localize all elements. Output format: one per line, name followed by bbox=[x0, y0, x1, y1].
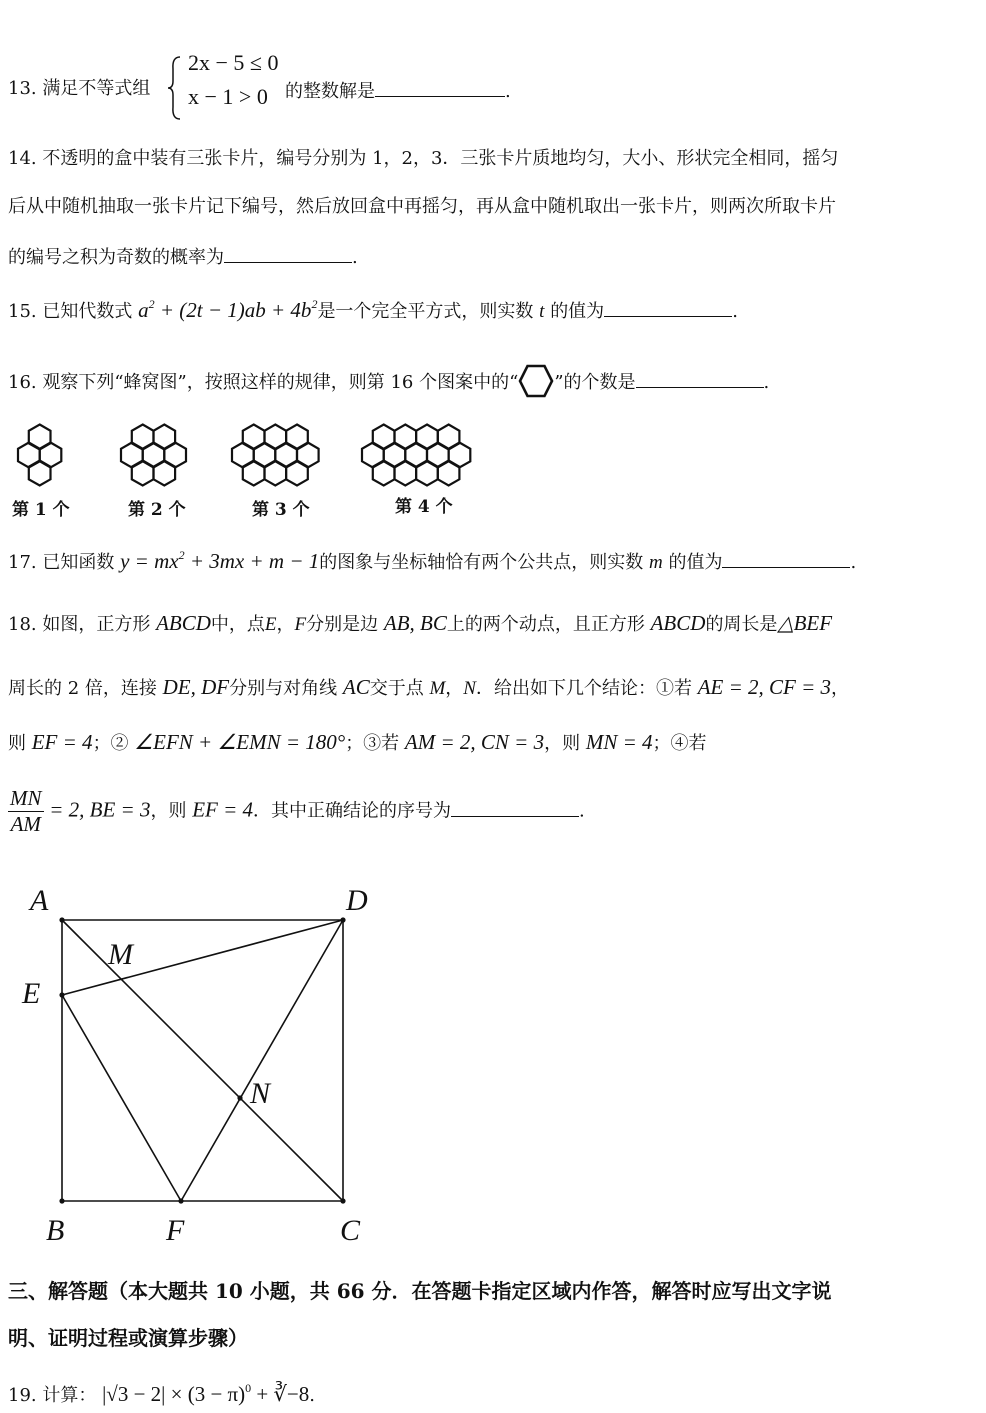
fraction-mn-over-am: $\frac{MN}{AM}$ bbox=[10, 786, 42, 837]
q19-prefix: 19. 计算： bbox=[8, 1385, 97, 1406]
q15-prefix: 15. 已知代数式 bbox=[8, 301, 133, 322]
segment-ef bbox=[62, 995, 181, 1201]
segment-de bbox=[62, 920, 343, 995]
honeycomb-cell bbox=[449, 443, 471, 468]
q14-line-3: 的编号之积为奇数的概率为 bbox=[8, 247, 224, 268]
label-n: N bbox=[250, 1077, 271, 1110]
honeycomb-cell bbox=[40, 443, 62, 468]
caption-figure-3: 第 3 个 bbox=[252, 500, 310, 520]
honeycomb-cell bbox=[232, 443, 254, 468]
honeycomb-cell bbox=[132, 425, 154, 450]
honeycomb-cell bbox=[164, 443, 186, 468]
caption-figure-2: 第 2 个 bbox=[128, 500, 186, 520]
answer-blank[interactable] bbox=[604, 300, 732, 317]
q14-line-1: 14. 不透明的盒中装有三张卡片，编号分别为 1，2，3．三张卡片质地均匀，大小、形状完全相同，摇匀 bbox=[8, 148, 839, 169]
q13-prefix: 13. 满足不等式组 bbox=[8, 78, 151, 99]
q13-suffix: 的整数解是 bbox=[285, 81, 375, 102]
inequality-2: x − 1 > 0 bbox=[188, 84, 268, 109]
section-3-line-1: 三、解答题（本大题共 10 小题，共 66 分．在答题卡指定区域内作答，解答时应写出文字说 bbox=[8, 1279, 832, 1303]
q15-suffix: 的值为 bbox=[550, 301, 605, 322]
brace-icon bbox=[166, 55, 182, 121]
honeycomb-cell bbox=[384, 443, 406, 468]
segment-df bbox=[181, 920, 343, 1201]
q17-suffix: 的值为 bbox=[668, 552, 723, 573]
honeycomb-cell bbox=[297, 443, 319, 468]
q16-prefix: 16. 观察下列“蜂窝图”，按照这样的规律，则第 16 个图案中的“ bbox=[8, 372, 519, 393]
period: . bbox=[505, 81, 511, 102]
q18-line-2: 周长的 2 倍，连接 DE, DF分别与对角线 AC交于点 M，N．给出如下几个结论：①若 AE = 2, CF = 3， bbox=[8, 675, 850, 699]
answer-blank[interactable] bbox=[224, 246, 352, 263]
label-a: A bbox=[30, 884, 49, 917]
answer-blank[interactable] bbox=[636, 371, 764, 388]
q19-expression: $|√3 - 2| \times (3 - \pi)^0$ + ∛−8 bbox=[102, 1381, 310, 1406]
honeycomb-cell bbox=[29, 461, 51, 486]
label-f: F bbox=[166, 1214, 185, 1247]
q14-line-2: 后从中随机抽取一张卡片记下编号，然后放回盒中再摇匀，再从盒中随机取出一张卡片，则两次所取卡片 bbox=[8, 196, 836, 217]
honeycomb-cell bbox=[286, 425, 308, 450]
diagonal-ac bbox=[62, 920, 343, 1201]
honeycomb-cell bbox=[416, 425, 438, 450]
honeycomb-cell bbox=[121, 443, 143, 468]
answer-blank[interactable] bbox=[722, 551, 850, 568]
inequality-1: 2x − 5 ≤ 0 bbox=[188, 50, 279, 75]
caption-figure-4: 第 4 个 bbox=[395, 497, 453, 517]
honeycomb-cell bbox=[416, 461, 438, 486]
q17-function: $y = mx^2 + 3mx + m - 1$ bbox=[120, 548, 320, 573]
honeycomb-cell bbox=[143, 443, 165, 468]
answer-blank[interactable] bbox=[375, 80, 505, 97]
honeycomb-cell bbox=[254, 443, 276, 468]
period: . bbox=[763, 372, 770, 393]
square-figure bbox=[0, 870, 400, 1250]
period: . bbox=[850, 552, 857, 573]
honeycomb-cell bbox=[438, 461, 460, 486]
honeycomb-cell bbox=[265, 425, 287, 450]
label-c: C bbox=[340, 1214, 361, 1247]
q17-text: 的图象与坐标轴恰有两个公共点，则实数 bbox=[319, 552, 644, 573]
q17-prefix: 17. 已知函数 bbox=[8, 552, 115, 573]
q15-text: 是一个完全平方式，则实数 bbox=[317, 301, 534, 322]
q18-line-1: 18. 如图，正方形 ABCD中，点E，F分别是边 AB, BC上的两个动点，且正方形 ABCD的周长是△BEF bbox=[8, 611, 833, 635]
q18-line-3: 则 EF = 4；② ∠EFN + ∠EMN = 180°；③若 AM = 2, CN = 3，则 MN = 4；④若 bbox=[8, 730, 707, 754]
honeycomb-cell bbox=[154, 425, 176, 450]
period: . bbox=[352, 247, 358, 268]
label-e: E bbox=[22, 977, 41, 1010]
honeycomb-cell bbox=[243, 425, 265, 450]
honeycomb-cell bbox=[243, 461, 265, 486]
honeycomb-cell bbox=[395, 461, 417, 486]
honeycomb-cell bbox=[154, 461, 176, 486]
label-b: B bbox=[46, 1214, 65, 1247]
period: . bbox=[579, 800, 585, 822]
label-m: M bbox=[108, 938, 133, 971]
honeycomb-cell bbox=[29, 425, 51, 450]
section-3-line-2: 明、证明过程或演算步骤） bbox=[8, 1326, 248, 1350]
q15-expression: $a^2 + (2t - 1)ab + 4b^2$ bbox=[138, 297, 318, 322]
honeycomb-cell bbox=[373, 461, 395, 486]
q15-variable: t bbox=[539, 301, 545, 322]
honeycomb-figures bbox=[0, 410, 520, 500]
honeycomb-cell bbox=[373, 425, 395, 450]
honeycomb-cell bbox=[132, 461, 154, 486]
q18-line-4: $\frac{MN}{AM}$ = 2, BE = 3，则 EF = 4．其中正确结论的序号为 . bbox=[10, 786, 585, 837]
q16-suffix: ”的个数是 bbox=[554, 372, 636, 393]
honeycomb-cell bbox=[438, 425, 460, 450]
q17-variable: m bbox=[648, 552, 663, 573]
honeycomb-cell bbox=[395, 425, 417, 450]
honeycomb-cell bbox=[275, 443, 297, 468]
honeycomb-cell bbox=[286, 461, 308, 486]
caption-figure-1: 第 1 个 bbox=[12, 500, 70, 520]
hexagon-icon bbox=[518, 364, 554, 398]
answer-blank[interactable] bbox=[451, 800, 579, 817]
honeycomb-cell bbox=[18, 443, 40, 468]
period: . bbox=[309, 1385, 315, 1406]
honeycomb-cell bbox=[265, 461, 287, 486]
period: . bbox=[732, 301, 738, 322]
honeycomb-cell bbox=[362, 443, 384, 468]
honeycomb-cell bbox=[405, 443, 427, 468]
honeycomb-cell bbox=[427, 443, 449, 468]
label-d: D bbox=[346, 884, 368, 917]
